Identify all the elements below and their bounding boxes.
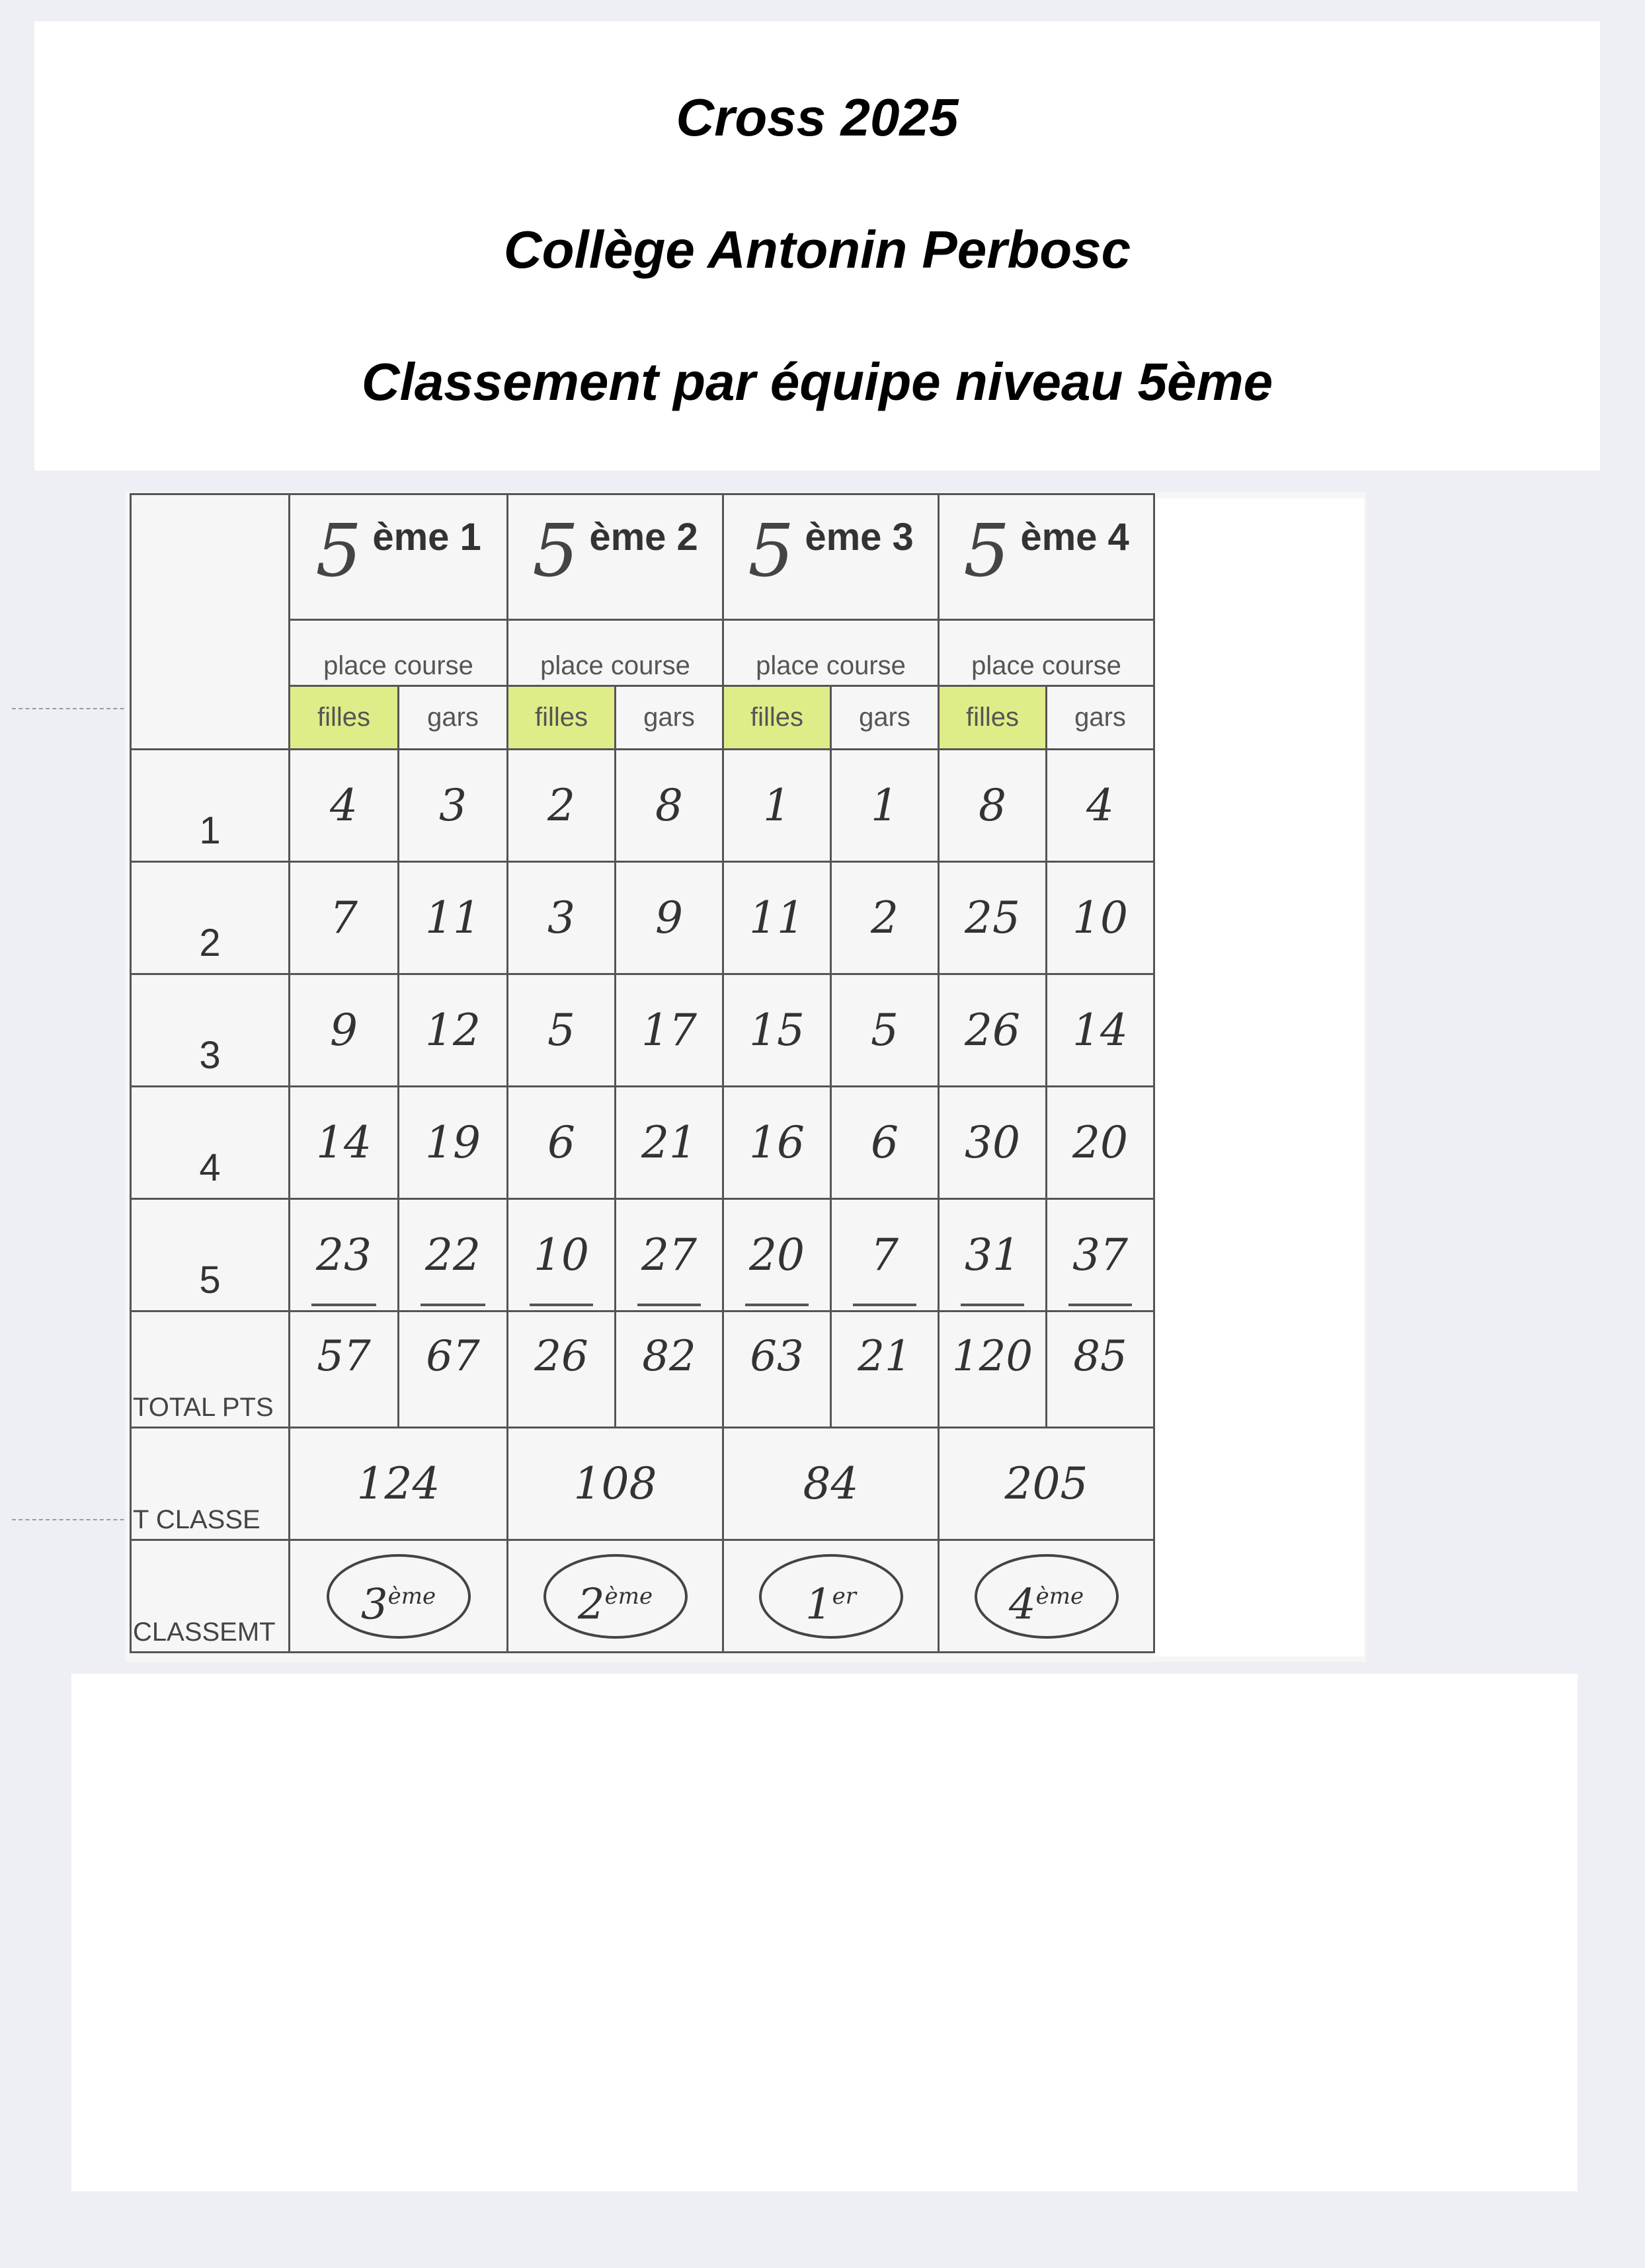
place-value: 11 <box>723 862 831 974</box>
place-course-label: place course <box>723 620 939 686</box>
total-value: 67 <box>399 1311 508 1428</box>
blank-panel <box>71 1674 1578 2191</box>
boys-header: gars <box>1047 686 1154 750</box>
place-value: 2 <box>831 862 939 974</box>
total-value: 85 <box>1047 1311 1154 1428</box>
place-course-label: place course <box>290 620 508 686</box>
place-value: 9 <box>290 974 399 1087</box>
total-points-row <box>131 1311 1154 1428</box>
place-value: 2 <box>508 750 616 862</box>
ranking-cell <box>290 1540 508 1653</box>
place-value: 14 <box>1047 974 1154 1087</box>
place-value: 19 <box>399 1087 508 1199</box>
team-header-row <box>131 494 1154 620</box>
document-title: Cross 2025 <box>676 88 959 147</box>
ranking-circle: 1er <box>759 1554 903 1639</box>
place-value: 4 <box>1047 750 1154 862</box>
sum-underline <box>1068 1304 1132 1306</box>
placement-row <box>131 1087 1154 1199</box>
place-value: 31 <box>939 1199 1047 1311</box>
placement-row <box>131 1199 1154 1311</box>
team-header: 5 ème 3 <box>723 494 939 620</box>
total-points-label: TOTAL PTS <box>131 1311 290 1428</box>
blank-margin <box>1154 498 1364 1657</box>
place-value: 10 <box>508 1199 616 1311</box>
place-value: 17 <box>616 974 723 1087</box>
team-header: 5 ème 4 <box>939 494 1154 620</box>
place-value: 12 <box>399 974 508 1087</box>
ranking-circle: 4ème <box>975 1554 1119 1639</box>
place-value: 22 <box>399 1199 508 1311</box>
place-value: 27 <box>616 1199 723 1311</box>
place-value: 1 <box>723 750 831 862</box>
ranking-circle: 3ème <box>327 1554 471 1639</box>
ranking-row <box>131 1540 1154 1653</box>
place-value: 23 <box>290 1199 399 1311</box>
total-value: 26 <box>508 1311 616 1428</box>
place-value: 5 <box>508 974 616 1087</box>
fold-line <box>12 1519 138 1520</box>
team-header: 5 ème 2 <box>508 494 723 620</box>
place-value: 14 <box>290 1087 399 1199</box>
header-panel <box>34 21 1600 471</box>
sum-underline <box>311 1304 376 1306</box>
place-course-label: place course <box>508 620 723 686</box>
place-value: 37 <box>1047 1199 1154 1311</box>
total-value: 57 <box>290 1311 399 1428</box>
place-value: 26 <box>939 974 1047 1087</box>
place-value: 4 <box>290 750 399 862</box>
class-total-value: 84 <box>723 1428 939 1540</box>
placement-row <box>131 750 1154 862</box>
girls-header: filles <box>939 686 1047 750</box>
place-value: 10 <box>1047 862 1154 974</box>
place-value: 1 <box>831 750 939 862</box>
ranking-cell <box>508 1540 723 1653</box>
boys-header: gars <box>831 686 939 750</box>
place-value: 5 <box>831 974 939 1087</box>
girls-header: filles <box>508 686 616 750</box>
row-number: 2 <box>131 862 290 974</box>
place-value: 30 <box>939 1087 1047 1199</box>
girls-header: filles <box>290 686 399 750</box>
placement-row <box>131 862 1154 974</box>
ranking-label: CLASSEMT <box>131 1540 290 1653</box>
place-value: 15 <box>723 974 831 1087</box>
place-value: 25 <box>939 862 1047 974</box>
fold-line <box>12 708 138 709</box>
place-value: 3 <box>508 862 616 974</box>
row-number: 1 <box>131 750 290 862</box>
place-value: 6 <box>508 1087 616 1199</box>
placement-row <box>131 974 1154 1087</box>
sum-underline <box>853 1304 916 1306</box>
total-value: 63 <box>723 1311 831 1428</box>
place-value: 8 <box>939 750 1047 862</box>
boys-header: gars <box>616 686 723 750</box>
place-value: 3 <box>399 750 508 862</box>
place-value: 20 <box>1047 1087 1154 1199</box>
place-value: 20 <box>723 1199 831 1311</box>
place-value: 6 <box>831 1087 939 1199</box>
girls-header: filles <box>723 686 831 750</box>
class-total-row <box>131 1428 1154 1540</box>
total-value: 82 <box>616 1311 723 1428</box>
sum-underline <box>961 1304 1024 1306</box>
team-ranking-table <box>130 493 1155 1653</box>
place-value: 21 <box>616 1087 723 1199</box>
ranking-cell <box>723 1540 939 1653</box>
class-total-label: T CLASSE <box>131 1428 290 1540</box>
row-number: 5 <box>131 1199 290 1311</box>
place-course-label: place course <box>939 620 1154 686</box>
row-number: 4 <box>131 1087 290 1199</box>
ranking-cell <box>939 1540 1154 1653</box>
sum-underline <box>637 1304 701 1306</box>
place-value: 9 <box>616 862 723 974</box>
sum-underline <box>745 1304 809 1306</box>
sum-underline <box>421 1304 485 1306</box>
total-value: 120 <box>939 1311 1047 1428</box>
class-total-value: 205 <box>939 1428 1154 1540</box>
place-value: 11 <box>399 862 508 974</box>
document-subtitle: Classement par équipe niveau 5ème <box>361 352 1273 411</box>
row-number: 3 <box>131 974 290 1087</box>
sum-underline <box>530 1304 593 1306</box>
class-total-value: 108 <box>508 1428 723 1540</box>
class-total-value: 124 <box>290 1428 508 1540</box>
total-value: 21 <box>831 1311 939 1428</box>
boys-header: gars <box>399 686 508 750</box>
place-value: 7 <box>831 1199 939 1311</box>
place-value: 7 <box>290 862 399 974</box>
ranking-circle: 2ème <box>543 1554 688 1639</box>
school-name: Collège Antonin Perbosc <box>503 220 1131 279</box>
place-value: 8 <box>616 750 723 862</box>
corner-cell <box>131 494 290 750</box>
place-value: 16 <box>723 1087 831 1199</box>
team-header: 5 ème 1 <box>290 494 508 620</box>
